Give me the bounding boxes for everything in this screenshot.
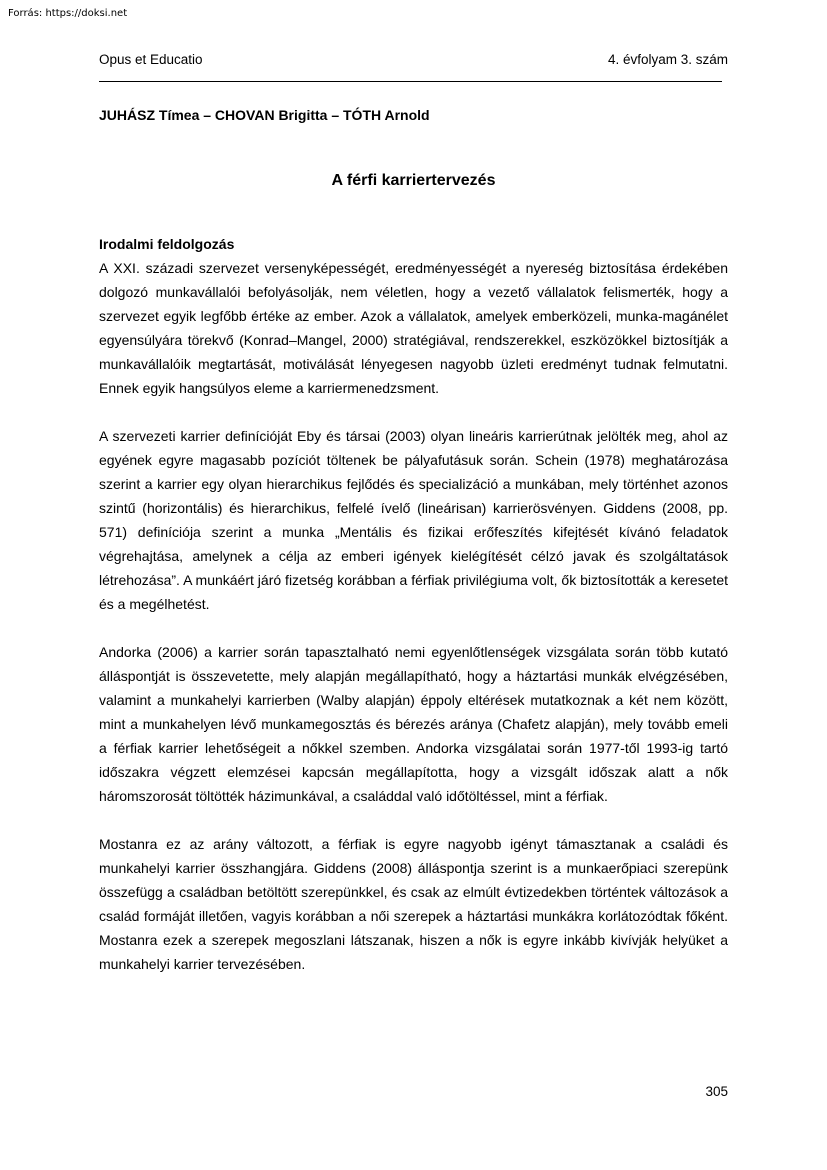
authors: JUHÁSZ Tímea – CHOVAN Brigitta – TÓTH Arnold xyxy=(99,107,430,123)
article-title: A férfi karriertervezés xyxy=(331,172,496,189)
header-rule xyxy=(99,81,722,82)
journal-name: Opus et Educatio xyxy=(99,52,203,67)
paragraph: Andorka (2006) a karrier során tapasztalható nemi egyenlőtlenségek vizsgálata során több kutató álláspontját is összevetette, mely alapján megállapítható, hogy a háztartási munkák elvégzésében, valamint a munkahelyi karrierben (Walby alapján) éppoly eltérések mutatkoznak a két nem között, mint a munkahelyen lévő munkamegosztás és bérezés aránya (Chafetz alapján), mely tovább emeli a férfiak karrier lehetőségeit a nőkkel szemben. Andorka vizsgálatai során 1977-től 1993-ig tartó időszakra végzett elemzései kapcsán megállapította, hogy a vizsgált időszak alatt a nők háromszorosát töltötték házimunkával, a családdal való időtöltéssel, mint a férfiak. xyxy=(99,644,728,804)
page-number: 305 xyxy=(705,1084,728,1099)
paragraph: Mostanra ez az arány változott, a férfiak is egyre nagyobb igényt támasztanak a családi és munkahelyi karrier összhangjára. Giddens (2008) álláspontja szerint is a munkaerőpiaci szerepünk összefügg a családban betöltött szerepünkkel, és csak az elmúlt évtizedekben történtek változások a család formáját illetően, vagyis korábban a női szerepek a háztartási munkákra korlátozódtak főként. Mostanra ezek a szerepek megoszlani látszanak, hiszen a nők is egyre inkább kivívják helyüket a munkahelyi karrier tervezésében. xyxy=(99,836,728,972)
section-heading: Irodalmi feldolgozás xyxy=(99,236,235,252)
paragraph: A XXI. századi szervezet versenyképességét, eredményességét a nyereség biztosítása érdekében dolgozó munkavállalói befolyásolják, nem véletlen, hogy a vezető vállalatok felismerték, hogy a szervezet egyik legfőbb értéke az ember. Azok a vállalatok, amelyek emberközeli, munka-magánélet egyensúlyára törekvő (Konrad–Mangel, 2000) stratégiával, rendszerekkel, eszközökkel biztosítják a munkavállalóik megtartását, motiválását lényegesen nagyobb üzleti eredményt tudnak felmutatni. Ennek egyik hangsúlyos eleme a karriermenedzsment. xyxy=(99,260,728,396)
paragraph: A szervezeti karrier definícióját Eby és társai (2003) olyan lineáris karrierútnak jelölték meg, ahol az egyének egyre magasabb pozíciót töltenek be pályafutásuk során. Schein (1978) meghatározása szerint a karrier egy olyan hierarchikus fejlődés és specializáció a munkában, mely történhet azonos szintű (horizontális) és hierarchikus, felfelé ívelő (lineárisan) karrierösvényen. Giddens (2008, pp. 571) definíciója szerint a munka „Mentális és fizikai erőfeszítés kifejtését kívánó feladatok végrehajtása, amelynek a célja az emberi igények kielégítését célzó javak és szolgáltatások létrehozása”. A munkáért járó fizetség korábban a férfiak privilégiuma volt, ők biztosították a keresetet és a megélhetést. xyxy=(99,428,728,612)
source-label: Forrás: https://doksi.net xyxy=(8,8,128,19)
issue-label: 4. évfolyam 3. szám xyxy=(607,52,728,67)
running-head xyxy=(99,52,728,68)
article-body xyxy=(99,232,728,1000)
